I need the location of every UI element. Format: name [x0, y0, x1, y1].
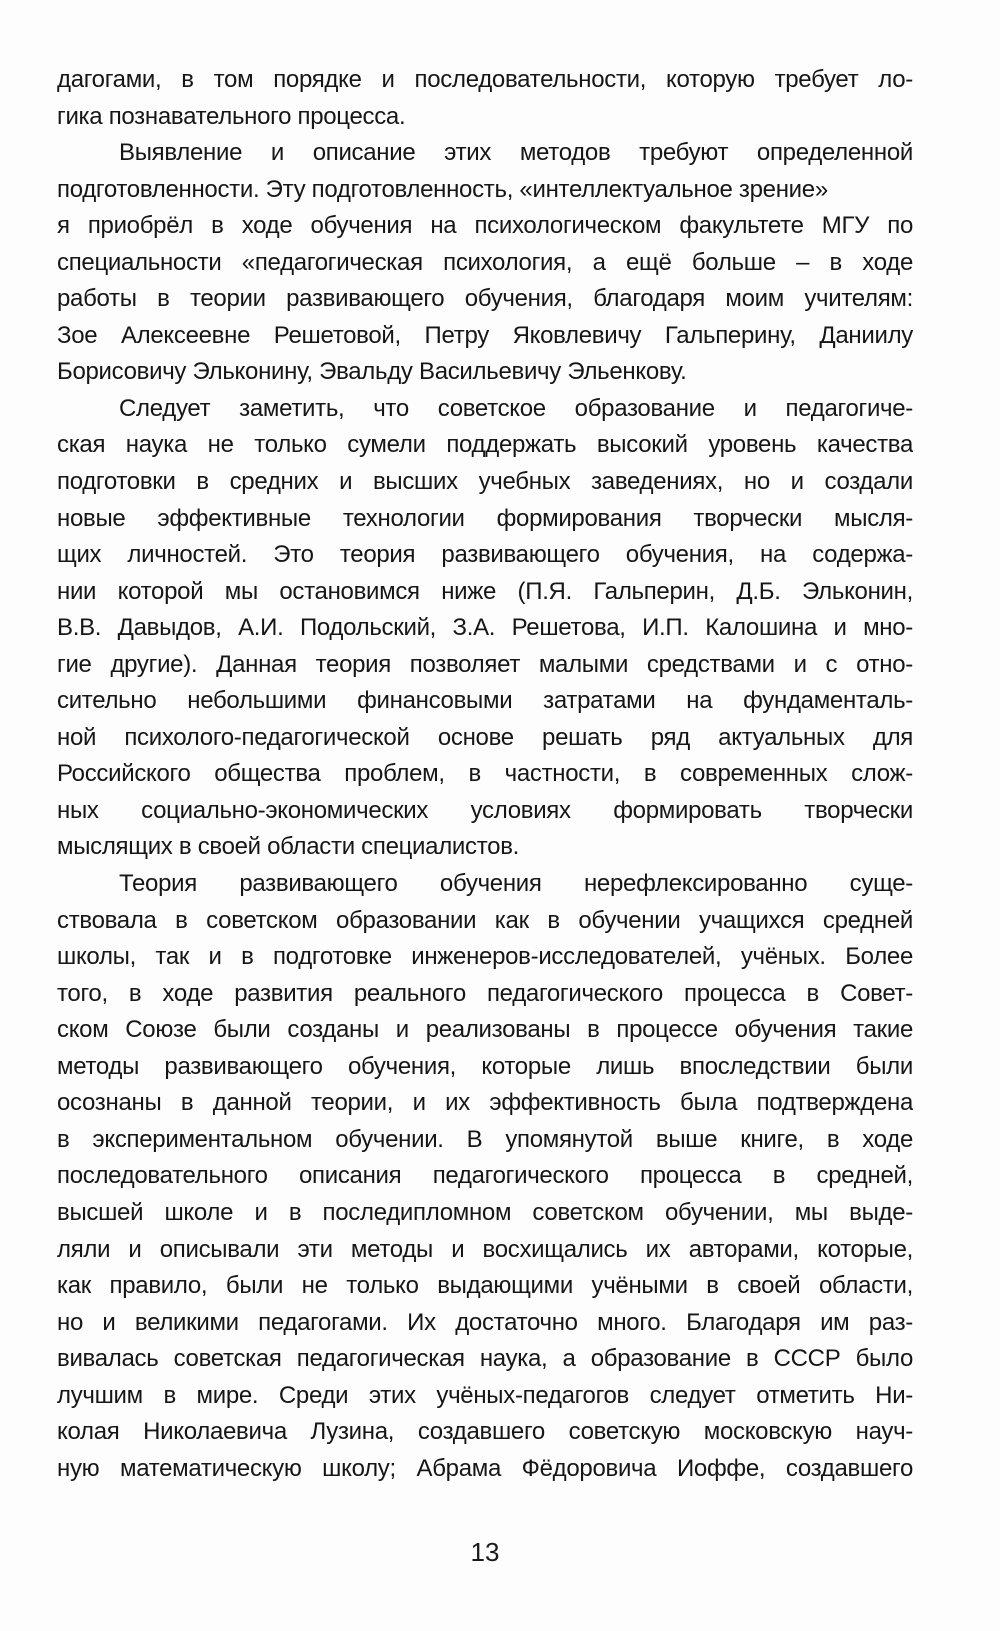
text-line-content: щих личностей. Это теория развивающего обучения, на содержа-: [57, 541, 913, 569]
text-line-content: Зое Алексеевне Решетовой, Петру Яковлевичу Гальперину, Даниилу: [57, 321, 913, 349]
text-line-content: гика познавательного процесса.: [57, 102, 406, 130]
text-line: [57, 135, 913, 172]
text-line: [57, 281, 913, 318]
page-number: 13: [470, 1537, 500, 1567]
text-line: [57, 1232, 913, 1269]
text-line-content: гие другие). Данная теория позволяет малыми средствами и с отно-: [57, 650, 913, 678]
text-line: [57, 1195, 913, 1232]
text-line: [57, 976, 913, 1013]
text-block: [57, 62, 913, 1487]
text-line-content: школы, так и в подготовке инженеров-исследователей, учёных. Более: [57, 943, 913, 971]
text-line-content: я приобрёл в ходе обучения на психологическом факультете МГУ по: [57, 212, 913, 240]
text-line: [57, 1122, 913, 1159]
text-line-content: колая Николаевича Лузина, создавшего советскую московскую науч-: [57, 1418, 913, 1446]
text-line: [57, 1341, 913, 1378]
text-line: [57, 62, 913, 99]
text-line: [57, 172, 913, 209]
text-line-content: но и великими педагогами. Их достаточно много. Благодаря им раз-: [57, 1308, 913, 1336]
text-line-content: подготовленности. Эту подготовленность, «интеллектуальное зрение»: [57, 175, 828, 203]
text-line-content: как правило, были не только выдающими учёными в своей области,: [57, 1272, 913, 1300]
text-line-content: ском Союзе были созданы и реализованы в процессе обучения такие: [57, 1016, 913, 1044]
text-line-content: ную математическую школу; Абрама Фёдоровича Иоффе, создавшего: [57, 1454, 913, 1482]
text-line: [57, 1012, 913, 1049]
text-line-content: вивалась советская педагогическая наука, а образование в СССР было: [57, 1345, 913, 1373]
text-line-content: подготовки в средних и высших учебных заведениях, но и создали: [57, 468, 913, 496]
text-line-content: новые эффективные технологии формирования творчески мысля-: [57, 504, 913, 532]
text-line: [57, 610, 913, 647]
text-line-content: работы в теории развивающего обучения, благодаря моим учителям:: [57, 285, 913, 313]
text-line-content: того, в ходе развития реального педагогического процесса в Совет-: [57, 979, 913, 1007]
text-line-content: ская наука не только сумели поддержать высокий уровень качества: [57, 431, 913, 459]
text-line-content: осознаны в данной теории, и их эффективность была подтверждена: [57, 1089, 913, 1117]
text-line: [57, 1268, 913, 1305]
text-line: [57, 537, 913, 574]
text-line: [57, 756, 913, 793]
text-line-content: ствовала в советском образовании как в обучении учащихся средней: [57, 906, 913, 934]
text-line: [57, 1414, 913, 1451]
text-line: [57, 1305, 913, 1342]
text-line-content: специальности «педагогическая психология, а ещё больше – в ходе: [57, 248, 913, 276]
text-line-content: последовательного описания педагогического процесса в средней,: [57, 1162, 913, 1190]
text-line: [57, 866, 913, 903]
text-line: [57, 208, 913, 245]
text-line-content: Теория развивающего обучения нерефлексированно суще-: [119, 870, 913, 898]
text-line: [57, 99, 913, 136]
text-line-content: ляли и описывали эти методы и восхищались их авторами, которые,: [57, 1235, 913, 1263]
text-line-content: Российского общества проблем, в частности, в современных слож-: [57, 760, 913, 788]
text-line: [57, 1378, 913, 1415]
text-line: [57, 501, 913, 538]
text-line-content: сительно небольшими финансовыми затратами на фундаменталь-: [57, 687, 913, 715]
text-line-content: дагогами, в том порядке и последовательности, которую требует ло-: [57, 66, 913, 93]
text-line: [57, 574, 913, 611]
text-line: [57, 427, 913, 464]
text-line-content: В.В. Давыдов, А.И. Подольский, З.А. Решетова, И.П. Калошина и мно-: [57, 614, 913, 642]
text-line: [57, 391, 913, 428]
text-line-content: ной психолого-педагогической основе решать ряд актуальных для: [57, 723, 913, 751]
text-line-content: нии которой мы остановимся ниже (П.Я. Гальперин, Д.Б. Эльконин,: [57, 577, 913, 605]
text-line: [57, 1085, 913, 1122]
text-line: [57, 354, 913, 391]
text-line: [57, 1158, 913, 1195]
text-line: [57, 829, 913, 866]
text-line-content: методы развивающего обучения, которые лишь впоследствии были: [57, 1052, 913, 1080]
text-line: [57, 720, 913, 757]
text-line: [57, 1451, 913, 1488]
text-line: [57, 647, 913, 684]
text-line: [57, 318, 913, 355]
text-line-content: высшей школе и в последипломном советском обучении, мы выде-: [57, 1198, 913, 1226]
text-line-content: лучшим в мире. Среди этих учёных-педагогов следует отметить Ни-: [57, 1381, 913, 1409]
text-line-content: мыслящих в своей области специалистов.: [57, 833, 520, 861]
text-line: [57, 1049, 913, 1086]
text-line: [57, 793, 913, 830]
text-line: [57, 903, 913, 940]
text-line-content: Борисовичу Эльконину, Эвальду Васильевичу Эльенкову.: [57, 358, 687, 386]
text-line: [57, 683, 913, 720]
text-line: [57, 939, 913, 976]
text-line: [57, 245, 913, 282]
text-line-content: Выявление и описание этих методов требуют определенной: [119, 139, 913, 167]
text-line: [57, 464, 913, 501]
text-line-content: ных социально-экономических условиях формировать творчески: [57, 796, 913, 824]
text-line-content: Следует заметить, что советское образование и педагогиче-: [119, 394, 913, 422]
text-line-content: в экспериментальном обучении. В упомянутой выше книге, в ходе: [57, 1125, 913, 1153]
